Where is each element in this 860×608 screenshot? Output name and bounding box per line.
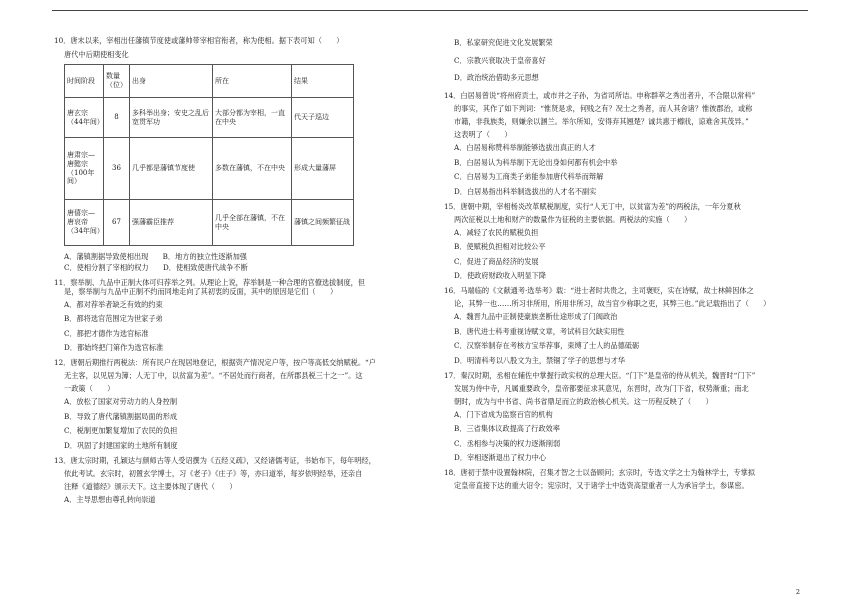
option-b: B．唐代进士科考重视诗赋文章，考试科目欠缺实用性 bbox=[454, 326, 625, 336]
option-a: A．主导思想由尊孔转向崇道 bbox=[64, 494, 156, 504]
option-d: D．使政府财政收入明显下降 bbox=[454, 271, 547, 280]
question-13-stem-cont: 依此考试。玄宗时，初置玄学博士，习《老子》《庄子》等，亦曰道举，每岁依明经举，还亲自 bbox=[64, 468, 363, 478]
option-b: B．都将选官范围定为世家子弟 bbox=[64, 314, 163, 323]
table-cell: 唐玄宗（44年间） bbox=[65, 98, 104, 138]
option-c: C．汉察举制存在考核方宝举荐事，束缚了士人的品德砥砺 bbox=[454, 341, 640, 350]
question-11 bbox=[54, 278, 380, 353]
table-cell: 36 bbox=[104, 138, 130, 200]
option-b: B．导致了唐代藩镇割据局面的形成 bbox=[64, 411, 178, 421]
top-rule bbox=[52, 10, 808, 11]
option-c: C．税制更加繁复增加了农民的负担 bbox=[64, 426, 178, 435]
option-c: C．都把才德作为选官标准 bbox=[64, 328, 149, 338]
table-header: 时间阶段 bbox=[65, 65, 104, 98]
table-header-row bbox=[65, 65, 354, 98]
option-d: D．政治统治借助多元思想 bbox=[454, 73, 539, 82]
option-b: B．白居易认为科举制下无论出身如何都有机会中举 bbox=[454, 157, 618, 167]
table-header: 结果 bbox=[292, 65, 354, 98]
option-d: D．宰相逐渐退出了权力中心 bbox=[454, 453, 547, 462]
question-13 bbox=[54, 456, 380, 504]
question-14-stem: 14．白居易曾说“将州府贡士，或市井之子孙，为省司所诘。申称群萃之秀出者升，不合限以常科” bbox=[444, 91, 756, 100]
option-ab: A．藩镇割据导致使相出现 B．地方的独立性逐渐加强 bbox=[64, 252, 247, 261]
question-12 bbox=[54, 358, 380, 450]
option-a: A．减轻了农民的赋税负担 bbox=[454, 227, 539, 237]
question-16-stem-cont: 论，其弊一也……所习非所用，所用非所习，故当官少称职之吏，其弊三也。”此记载指出了（ ） bbox=[454, 299, 771, 308]
question-15-stem: 15．唐朝中期，宰相杨炎改革赋税制度，实行“人无丁中，以贫富为差”的两税法，一年分夏秋 bbox=[444, 201, 741, 211]
table-header: 数量（位） bbox=[104, 65, 130, 98]
question-11-stem: 11．察举制、九品中正制大体可归荐举之列。从理论上说，荐举制是一种合理的官僚选拔制度，但 bbox=[54, 277, 366, 287]
question-17-stem-cont: 朝时，成为与中书省、尚书省鼎足而立的政治核心机关。这一历程反映了（ ） bbox=[454, 396, 713, 406]
table-header: 所在 bbox=[213, 65, 292, 98]
question-14 bbox=[444, 91, 780, 196]
option-a: A．魏晋九品中正制使豪族垄断仕途形成了门阀政治 bbox=[454, 312, 618, 321]
option-c: C．促进了商品经济的发展 bbox=[454, 256, 539, 266]
question-10-stem: 10．唐末以来，宰相出任藩镇节度使或藩帅带宰相官衔者，称为使相。据下表可知（ ） bbox=[54, 36, 344, 45]
option-a: A．都对荐举者缺乏有效的约束 bbox=[64, 299, 163, 309]
option-b: B．使赋税负担相对比较公平 bbox=[454, 242, 546, 251]
table-cell: 67 bbox=[104, 200, 130, 246]
option-a: A．白居易称赞科举制能够选拔出真正的人才 bbox=[454, 143, 596, 152]
table-cell: 代天子巡边 bbox=[292, 98, 354, 138]
table-cell: 形成大量藩屏 bbox=[292, 138, 354, 200]
option-d: D．明清科考以八股文为主，禁锢了学子的思想与才华 bbox=[454, 355, 626, 365]
question-17-stem-cont: 发展为侍中寺，凡属重要政令，皇帝都要征求其意见，东晋时，改为门下省，权势渐重；南北 bbox=[454, 383, 749, 393]
question-16 bbox=[444, 286, 780, 365]
option-cd: C．使相分割了宰相的权力 D．使相致使唐代战争不断 bbox=[64, 262, 248, 272]
table-cell: 多数在藩镇，不在中央 bbox=[213, 138, 292, 200]
option-a: A．门下省成为监察百官的机构 bbox=[454, 409, 553, 419]
question-13-stem-cont: 注释《道德经》颁示天下。这主要体现了唐代（ ） bbox=[64, 481, 237, 491]
question-18-stem: 18．唐初于禁中设置翰林院，召集才智之士以备顾问；玄宗时，专选文学之士为翰林学士，专掌拟 bbox=[444, 468, 756, 477]
question-13-continued bbox=[444, 38, 780, 82]
question-13-stem: 13．唐太宗时期，孔颖达与颜师古等人受诏撰为《五经义疏》，又经诸儒考证，书始布下，每年明经， bbox=[54, 455, 376, 465]
right-column bbox=[444, 38, 780, 492]
table-caption: 唐代中后期使相变化 bbox=[64, 50, 129, 59]
option-b: B．私家研究促进文化发展繁荣 bbox=[454, 38, 553, 47]
table-cell: 藩镇之间频繁征战 bbox=[292, 200, 354, 246]
question-14-stem-cont: 的事实，其作了如下判词：“惟贤是求，何贱之有？况士之秀者，而人其舍诸？惟彼郡治，或称 bbox=[454, 104, 753, 113]
table-row bbox=[65, 138, 354, 200]
table-cell: 唐肃宗—唐懿宗（100年间） bbox=[65, 138, 104, 200]
question-16-stem: 16．马端临的《文献通考·选举考》载：“进士者时共贵之，主司褒贬，实在诗赋，故士林鲜因体之 bbox=[444, 286, 754, 295]
table-cell: 8 bbox=[104, 98, 130, 138]
table-cell: 多科举出身；安史之乱后宽贯军功 bbox=[130, 98, 213, 138]
question-18 bbox=[444, 468, 780, 490]
table-cell: 唐僖宗—唐哀帝（34年间） bbox=[65, 200, 104, 246]
option-c: C．丞相参与决策的权力逐渐削弱 bbox=[454, 438, 561, 448]
question-11-stem-cont: 是，察举制与九品中正制不约而同地走向了其初衷的反面，其中的原因是它们（ ） bbox=[64, 286, 338, 296]
table-cell: 大部分都为宰相，一直在中央 bbox=[213, 98, 292, 138]
option-c: C．宗教兴衰取决于皇帝喜好 bbox=[454, 55, 546, 65]
envoy-table bbox=[64, 64, 354, 246]
page-number: 2 bbox=[795, 587, 800, 596]
question-15-stem-cont: 两次征税以土地和财产的数量作为征税的主要依据。两税法的实施（ ） bbox=[454, 214, 692, 224]
question-15 bbox=[444, 202, 780, 281]
option-b: B．三省集体议政提高了行政效率 bbox=[454, 424, 560, 433]
table-cell: 几乎都是藩镇节度使 bbox=[130, 138, 213, 200]
question-14-stem-cont: 市籍，非我族类，则嫌余以溷兰。举尔所知，安得弃其翘楚？诚共惠于樽戕，谅难舍其茂异。” bbox=[454, 117, 749, 126]
question-18-stem-cont: 定皇帝直接下达的重大诏令；宪宗时，又于诸学士中选资高望重者一人为承旨学士，参谋密。 bbox=[454, 481, 749, 490]
table-cell: 几乎全部在藩镇，不在中央 bbox=[213, 200, 292, 246]
question-17 bbox=[444, 371, 780, 463]
question-12-stem-cont: 一政策（ ） bbox=[64, 384, 115, 393]
option-d: D．白居易指出科举制选拔出的人才名不副实 bbox=[454, 186, 597, 196]
question-12-stem: 12．唐朝后期推行两税法：所有民户在现居地登记，根据资产情况定户等，按户等高低交纳赋税。“户 bbox=[54, 358, 376, 367]
table-header: 出身 bbox=[130, 65, 213, 98]
question-10 bbox=[54, 36, 380, 272]
question-14-stem-cont: 这表明了（ ） bbox=[454, 130, 512, 139]
option-a: A．放松了国家对劳动力的人身控制 bbox=[64, 397, 178, 406]
table-cell: 强藩霸臣推荐 bbox=[130, 200, 213, 246]
question-12-stem-cont: 无主客，以见居为簿；人无丁中，以贫富为差”。“不居处而行商者，在所郡县税三十之一”。这 bbox=[64, 371, 363, 380]
left-column bbox=[54, 36, 380, 506]
table-row bbox=[65, 98, 354, 138]
table-row bbox=[65, 200, 354, 246]
question-17-stem: 17．秦汉时期，丞相在辅佐中掌握行政实权的总理大臣。“门下”是皇帝的侍从机关，魏晋时“门下” bbox=[444, 370, 756, 380]
option-d: D．都始终把门第作为选官标准 bbox=[64, 343, 164, 352]
option-d: D．巩固了封建国家的土地所有制度 bbox=[64, 440, 178, 450]
option-c: C．白居易为工商类子弟能参加唐代科举而辩解 bbox=[454, 172, 604, 181]
